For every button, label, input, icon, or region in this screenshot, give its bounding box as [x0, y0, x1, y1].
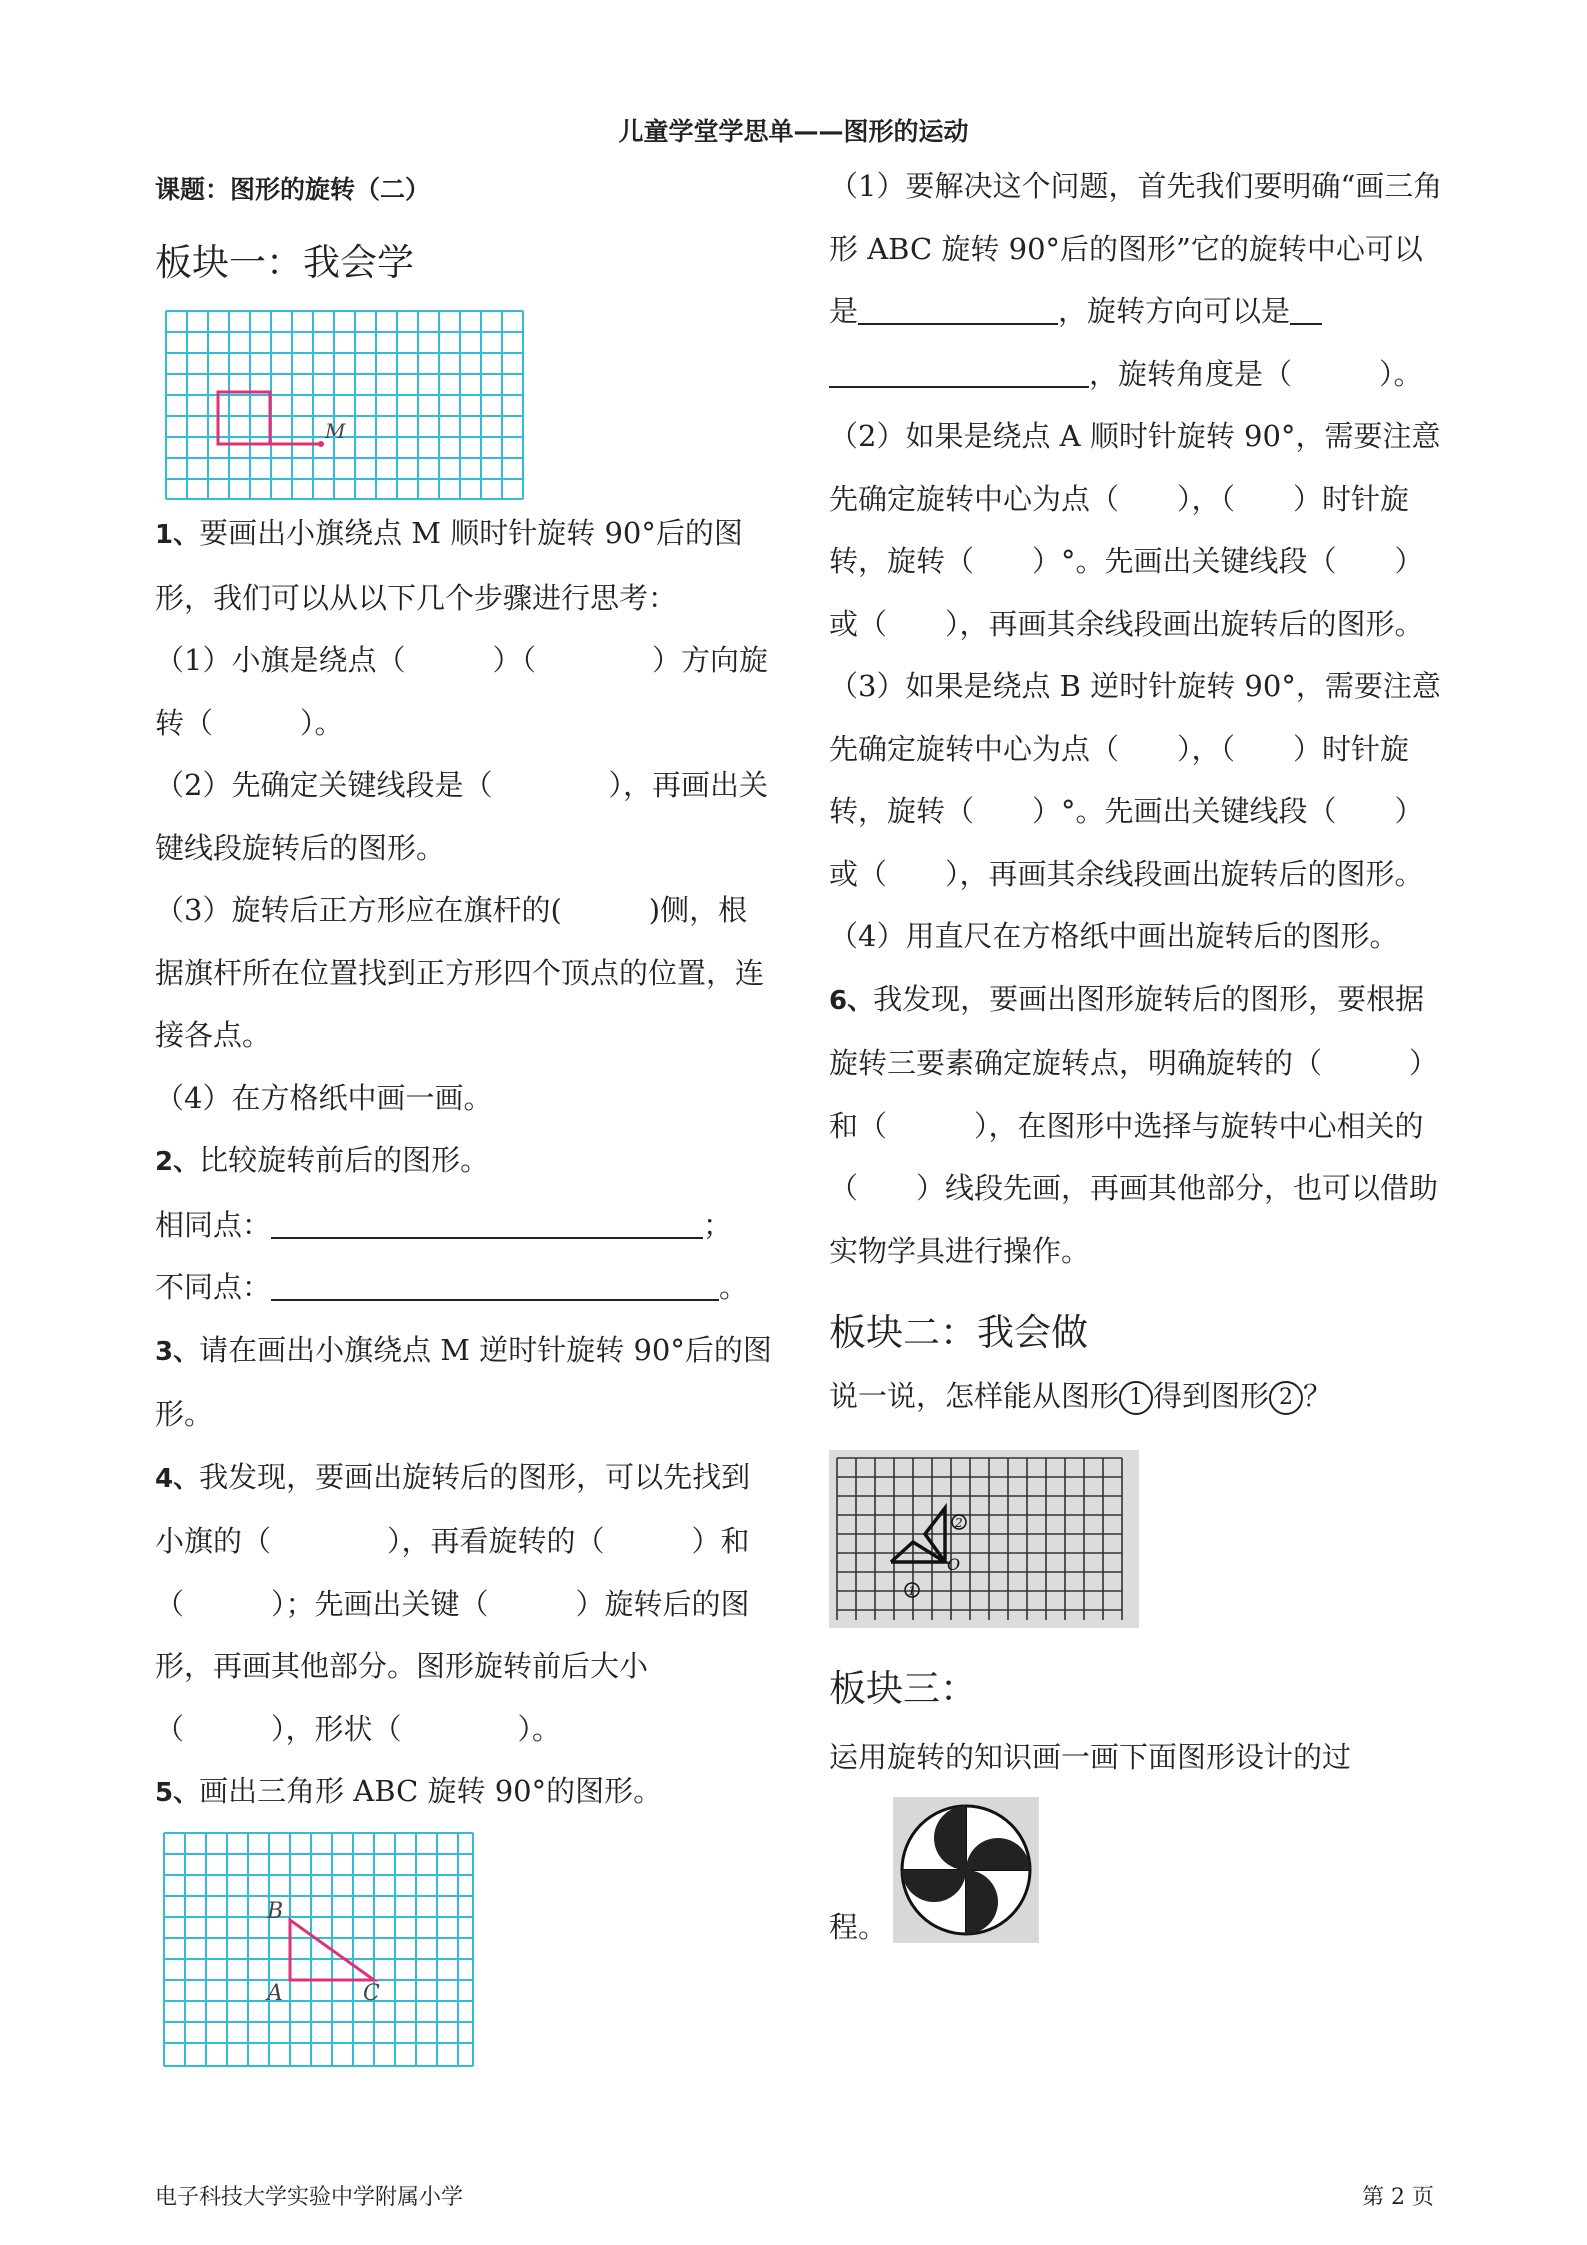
- point-m: [318, 441, 324, 447]
- q1-step4: （4）在方格纸中画一画。: [155, 1080, 493, 1115]
- label-o: O: [947, 1555, 961, 1574]
- grid-lines: [164, 1833, 473, 2066]
- r-p2: （2）如果是绕点 A 顺时针旋转 90°，需要注意先确定旋转中心为点（ ），（ ）时针旋转，旋转（ ）°。先画出关键线段（ ）或（ ），再画其余线段画出旋转后的图形。: [829, 419, 1441, 641]
- figure-1-marker: 1: [1119, 1381, 1153, 1415]
- r-p4: （4）用直尺在方格纸中画出旋转后的图形。: [829, 919, 1399, 953]
- section3-title: 板块三：: [829, 1667, 977, 1710]
- q2-diff: 不同点： 。: [155, 1256, 775, 1319]
- pinwheel-design-figure: [893, 1797, 1039, 1943]
- q1-step3: （3）旋转后正方形应在旗杆的( )侧，根据旗杆所在位置找到正方形四个顶点的位置，连接各点。: [155, 893, 765, 1052]
- section1-title: 板块一：我会学: [155, 241, 414, 284]
- q1-step1: （1）小旗是绕点（ ）（ ）方向旋转（ ）。: [155, 643, 768, 740]
- q2: 2、比较旋转前后的图形。: [155, 1143, 490, 1177]
- figure-2-marker: 2: [1269, 1381, 1303, 1415]
- diff-answer-line[interactable]: [271, 1267, 719, 1301]
- lesson-subject: 课题：图形的旋转（二）: [155, 175, 431, 204]
- label-2: 2: [955, 1516, 963, 1530]
- footer-school: 电子科技大学实验中学附属小学: [155, 2185, 464, 2210]
- grid-flag-figure: [165, 310, 532, 500]
- q1: 1、要画出小旗绕点 M 顺时针旋转 90°后的图形，我们可以从以下几个步骤进行思考：: [155, 516, 743, 615]
- center-answer-line[interactable]: [858, 291, 1058, 325]
- right-column: [829, 155, 1451, 1282]
- r-p3: （3）如果是绕点 B 逆时针旋转 90°，需要注意先确定旋转中心为点（ ），（ ）时针旋转，旋转（ ）°。先画出关键线段（ ）或（ ），再画其余线段画出旋转后的图形。: [829, 669, 1441, 891]
- grid-lines: [166, 311, 523, 499]
- label-c: C: [363, 1981, 380, 2006]
- q3: 3、请在画出小旗绕点 M 逆时针旋转 90°后的图形。: [155, 1332, 772, 1431]
- label-a: A: [267, 1981, 283, 2006]
- rotation-grid-figure: [829, 1450, 1139, 1628]
- q1-step2: （2）先确定关键线段是（ ），再画出关键线段旋转后的图形。: [155, 768, 768, 865]
- section3-text-end: 程。: [829, 1910, 888, 1944]
- r-p1: （1）要解决这个问题，首先我们要明确“画三角形 ABC 旋转 90°后的图形”它的旋转中心可以是 ，旋转方向可以是 ，旋转角度是（ ）。: [829, 169, 1443, 391]
- footer-page-number: 第 2 页: [1362, 2185, 1434, 2210]
- same-answer-line[interactable]: [271, 1205, 703, 1239]
- section2-prompt: 说一说，怎样能从图形 1 得到图形 2 ？: [829, 1379, 1333, 1413]
- q6: 6、我发现，要画出图形旋转后的图形，要根据旋转三要素确定旋转点，明确旋转的（ ）和（ ），在图形中选择与旋转中心相关的（ ）线段先画，再画其他部分，也可以借助实物学具进行操作。: [829, 981, 1439, 1268]
- direction-answer-line-b[interactable]: [829, 354, 1089, 388]
- section3-text: 运用旋转的知识画一画下面图形设计的过: [829, 1740, 1352, 1774]
- q2-same: 相同点： ；: [155, 1194, 775, 1257]
- section2-title: 板块二：我会做: [829, 1311, 1088, 1354]
- q5: 5、画出三角形 ABC 旋转 90°的图形。: [155, 1774, 663, 1808]
- page-title: 儿童学堂学思单——图形的运动: [618, 117, 969, 146]
- direction-answer-line-a[interactable]: [1290, 291, 1322, 325]
- left-column: [155, 502, 775, 1825]
- label-m: M: [325, 419, 346, 443]
- q4: 4、我发现，要画出旋转后的图形，可以先找到小旗的（ ），再看旋转的（ ）和（ ）；先画出关键（ ）旋转后的图形，再画其他部分。图形旋转前后大小（ ），形状（ ）。: [155, 1459, 751, 1746]
- label-b: B: [267, 1899, 284, 1924]
- grid-triangle-figure: [163, 1832, 476, 2068]
- label-1: 1: [908, 1584, 916, 1598]
